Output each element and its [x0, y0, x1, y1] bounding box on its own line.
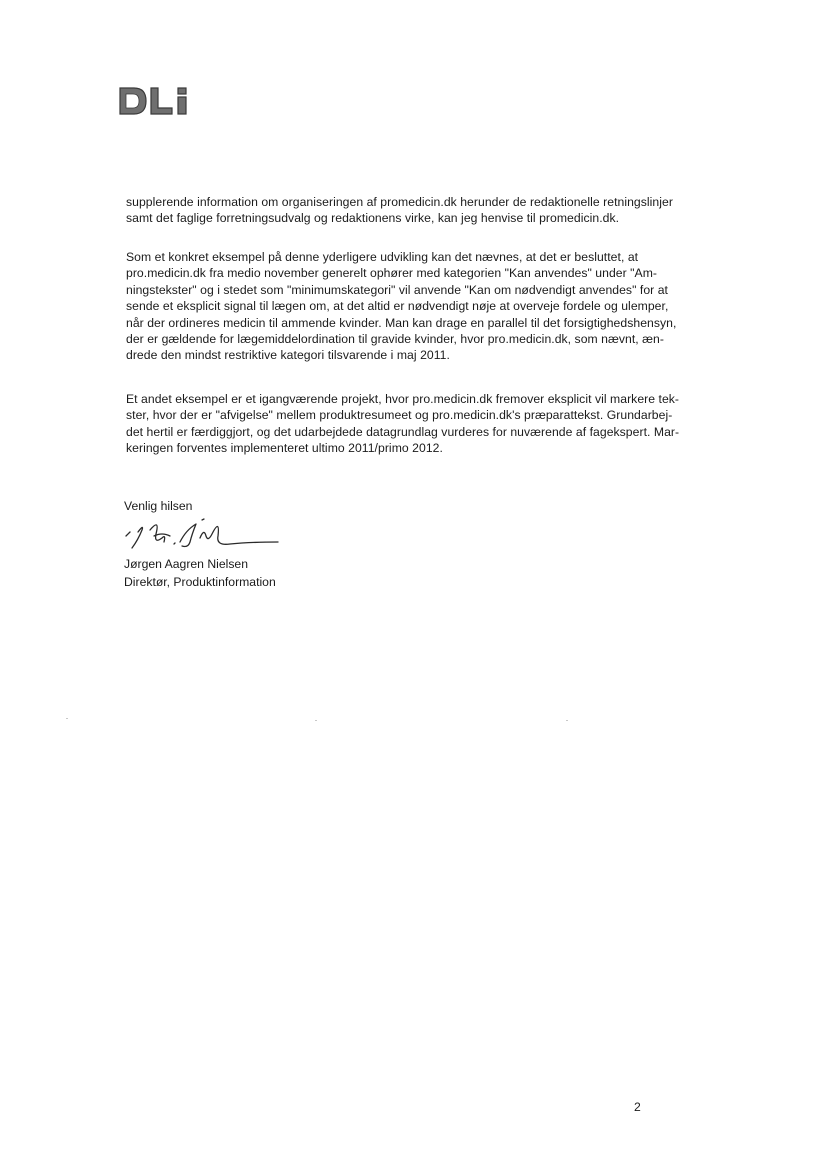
text-line: det hertil er færdiggjort, og det udarbejdede datagrundlag vurderes for nuværende af fagekspert. Mar- — [126, 424, 680, 439]
signatory-name: Jørgen Aagren Nielsen — [124, 557, 248, 571]
scan-speck — [315, 720, 317, 721]
text-line: keringen forventes implementeret ultimo 2011/primo 2012. — [126, 441, 443, 456]
paragraph-2 — [126, 249, 676, 364]
dli-logo — [118, 84, 198, 118]
scan-speck — [566, 720, 568, 721]
text-line: samt det faglige forretningsudvalg og redaktionens virke, kan jeg henvise til promedicin.dk. — [126, 211, 620, 226]
scan-speck — [66, 718, 68, 719]
text-line: ningstekster" og i stedet som "minimumskategori" vil anvende "Kan om nødvendigt anvendes" for at — [126, 282, 668, 297]
paragraph-3 — [126, 391, 679, 457]
dli-logo-mark — [118, 84, 198, 118]
text-line: drede den mindst restriktive kategori tilsvarende i maj 2011. — [126, 348, 450, 363]
closing-greeting: Venlig hilsen — [124, 499, 193, 513]
page-number: 2 — [634, 1100, 641, 1114]
text-line: pro.medicin.dk fra medio november generelt ophører med kategorien "Kan anvendes" under "Am- — [126, 266, 658, 281]
signatory-title: Direktør, Produktinformation — [124, 575, 276, 589]
paragraph-1 — [126, 194, 673, 227]
text-line: ster, hvor der er "afvigelse" mellem produktresumeet og pro.medicin.dk's præparattekst. Grundarbej- — [126, 408, 673, 423]
text-line: når der ordineres medicin til ammende kvinder. Man kan drage en parallel til det forsigtighedshensyn, — [126, 315, 677, 330]
text-line: der er gældende for lægemiddelordination til gravide kvinder, hvor pro.medicin.dk, som nævnt, æn- — [126, 332, 664, 347]
text-line: Et andet eksempel er et igangværende projekt, hvor pro.medicin.dk fremover eksplicit vil markere tek- — [126, 392, 680, 406]
text-line: sende et eksplicit signal til lægen om, at det altid er nødvendigt nøje at overveje fordele og ulemper, — [126, 299, 669, 314]
text-line: supplerende information om organiseringen af promedicin.dk herunder de redaktionelle retningslinjer — [126, 195, 673, 209]
handwritten-signature — [120, 508, 290, 556]
text-line: Som et konkret eksempel på denne yderligere udvikling kan det nævnes, at det er besluttet, at — [126, 250, 639, 264]
